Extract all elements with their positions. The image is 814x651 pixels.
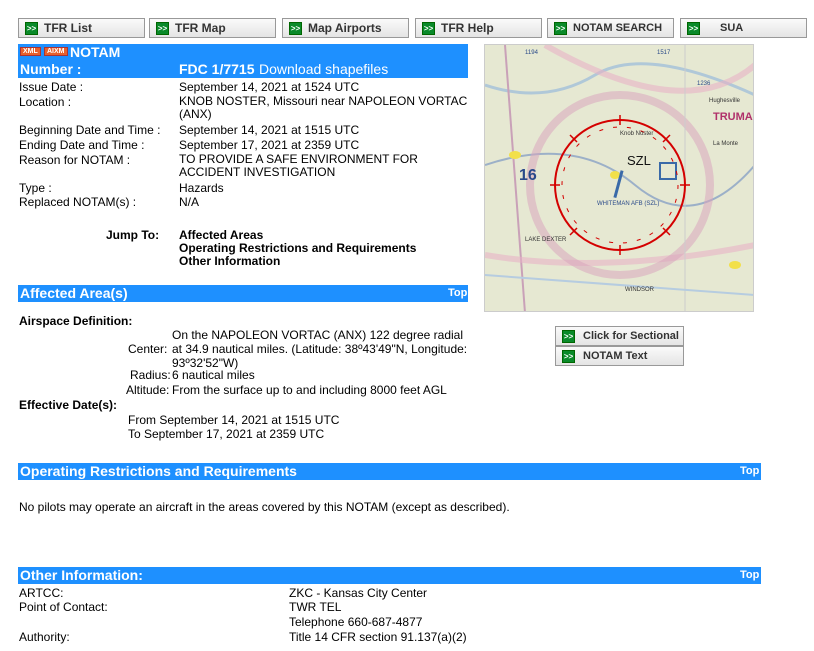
other-information-header xyxy=(18,567,761,584)
notam-header xyxy=(18,44,468,78)
arrow-icon: >> xyxy=(555,23,566,33)
airspace-definition-label: Airspace Definition: xyxy=(19,314,133,328)
artcc-value: ZKC - Kansas City Center xyxy=(289,586,428,600)
center-label: Center: xyxy=(128,342,168,356)
replaced-label: Replaced NOTAM(s) : xyxy=(19,195,137,209)
map-label-szl: SZL xyxy=(627,153,651,168)
nav-label: Map Airports xyxy=(308,21,382,35)
type-label: Type : xyxy=(19,181,52,195)
telephone-value: Telephone 660-687-4877 xyxy=(289,615,423,629)
top-nav xyxy=(18,18,808,38)
arrow-icon: >> xyxy=(423,23,434,33)
issue-date-label: Issue Date : xyxy=(19,80,84,94)
affected-top-link[interactable]: Top xyxy=(448,287,468,299)
arrow-icon: >> xyxy=(563,351,574,361)
authority-label: Authority: xyxy=(19,630,70,644)
arrow-icon: >> xyxy=(688,23,699,33)
effective-to: To September 17, 2021 at 2359 UTC xyxy=(128,427,325,441)
altitude-label: Altitude: xyxy=(126,383,170,397)
xml-badge[interactable]: XML xyxy=(20,47,41,56)
altitude-value: From the surface up to and including 8000 feet AGL xyxy=(172,383,447,397)
nav-tfr-help[interactable] xyxy=(415,18,542,38)
other-top-link[interactable]: Top xyxy=(740,569,760,581)
location-value: KNOB NOSTER, Missouri near NAPOLEON VORTAC (ANX) xyxy=(179,94,468,121)
affected-areas-header xyxy=(18,285,468,302)
arrow-icon: >> xyxy=(290,23,301,33)
point-of-contact-label: Point of Contact: xyxy=(19,600,108,614)
end-date-value: September 17, 2021 at 2359 UTC xyxy=(179,138,360,152)
arrow-icon: >> xyxy=(157,23,168,33)
notam-number: FDC 1/7715 xyxy=(179,61,255,77)
map-label-1517: 1517 xyxy=(657,50,671,56)
sectional-chart-svg xyxy=(485,45,754,312)
notam-text-label: NOTAM Text xyxy=(583,350,648,362)
jump-affected-areas[interactable]: Affected Areas xyxy=(179,228,264,242)
arrow-icon: >> xyxy=(26,23,37,33)
click-for-sectional-button[interactable] xyxy=(555,326,684,346)
nav-label: NOTAM SEARCH xyxy=(573,22,663,34)
aixm-badge[interactable]: AIXM xyxy=(44,47,68,56)
nav-tfr-map[interactable] xyxy=(149,18,276,38)
jump-to-label: Jump To: xyxy=(106,228,160,242)
map-label-1236: 1236 xyxy=(697,81,711,87)
radius-label: Radius: xyxy=(130,368,171,382)
end-date-label: Ending Date and Time : xyxy=(19,138,145,152)
nav-label: TFR Help xyxy=(441,21,494,35)
operating-restrictions-header xyxy=(18,463,761,480)
map-label-hughesville: Hughesville xyxy=(709,98,741,104)
other-information-title: Other Information: xyxy=(20,567,143,583)
map-label-whiteman: WHITEMAN AFB (SZL) xyxy=(597,201,660,207)
map-label-windsor: WINDSOR xyxy=(625,287,654,293)
reason-value: TO PROVIDE A SAFE ENVIRONMENT FOR ACCIDENT INVESTIGATION xyxy=(179,152,418,179)
effective-dates-label: Effective Date(s): xyxy=(19,398,118,412)
reason-label: Reason for NOTAM : xyxy=(19,153,131,167)
map-label-knob-noster: Knob Noster xyxy=(620,131,654,137)
number-label: Number : xyxy=(20,61,82,77)
nav-map-airports[interactable] xyxy=(282,18,409,38)
operating-restrictions-text: No pilots may operate an aircraft in the areas covered by this NOTAM (except as described). xyxy=(19,500,510,514)
download-shapefiles-link[interactable]: Download shapefiles xyxy=(259,61,389,77)
arrow-icon: >> xyxy=(563,331,574,341)
location-label: Location : xyxy=(19,95,72,109)
begin-date-label: Beginning Date and Time : xyxy=(19,123,161,137)
nav-label: SUA xyxy=(720,22,744,34)
map-label-1194: 1194 xyxy=(525,50,538,56)
map-label-la-monte: La Monte xyxy=(713,141,739,147)
nav-label: TFR Map xyxy=(175,21,226,35)
radius-value: 6 nautical miles xyxy=(172,368,255,382)
replaced-value: N/A xyxy=(179,195,200,209)
operating-top-link[interactable]: Top xyxy=(740,465,760,477)
sectional-map[interactable] xyxy=(484,44,754,312)
map-label-lake: LAKE DEXTER xyxy=(525,237,567,243)
notam-text-button[interactable] xyxy=(555,346,684,366)
jump-operating-restrictions[interactable]: Operating Restrictions and Requirements xyxy=(179,241,417,255)
jump-other-information[interactable]: Other Information xyxy=(179,254,281,268)
nav-sua[interactable] xyxy=(680,18,807,38)
effective-from: From September 14, 2021 at 1515 UTC xyxy=(128,413,340,427)
center-value: On the NAPOLEON VORTAC (ANX) 122 degree radial at 34.9 nautical miles. (Latitude: 38º43'49"N, Longitude: 93º32'52"W) xyxy=(172,328,468,370)
operating-restrictions-title: Operating Restrictions and Requirements xyxy=(20,463,297,479)
sectional-label: Click for Sectional xyxy=(583,330,679,342)
affected-areas-title: Affected Area(s) xyxy=(20,285,128,301)
nav-label: TFR List xyxy=(44,21,92,35)
authority-value: Title 14 CFR section 91.137(a)(2) xyxy=(289,630,467,644)
artcc-label: ARTCC: xyxy=(19,586,64,600)
notam-title: NOTAM xyxy=(70,44,121,60)
nav-notam-search[interactable] xyxy=(547,18,674,38)
begin-date-value: September 14, 2021 at 1515 UTC xyxy=(179,123,360,137)
map-label-16: 16 xyxy=(519,167,537,184)
point-of-contact-value: TWR TEL xyxy=(289,600,342,614)
nav-tfr-list[interactable] xyxy=(18,18,145,38)
type-value: Hazards xyxy=(179,181,224,195)
map-label-truman: TRUMA xyxy=(713,111,753,123)
issue-date-value: September 14, 2021 at 1524 UTC xyxy=(179,80,360,94)
